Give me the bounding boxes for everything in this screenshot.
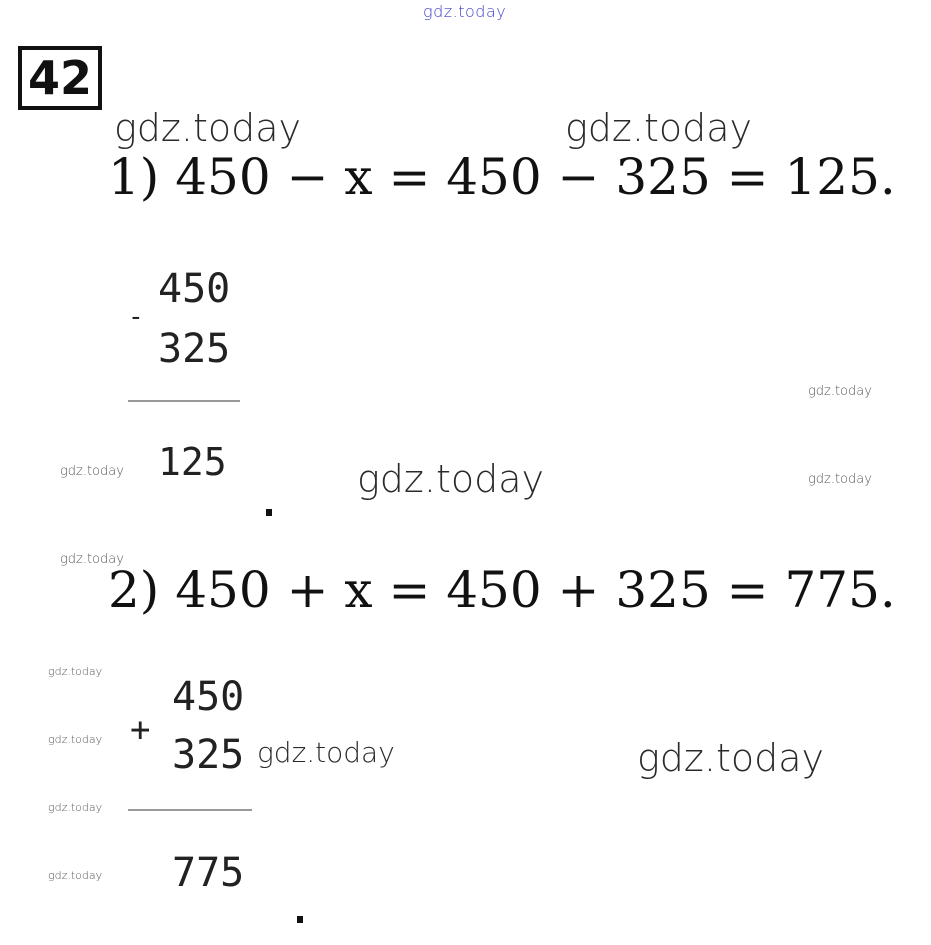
watermark: gdz.today — [257, 736, 395, 769]
watermark: gdz.today — [48, 869, 103, 882]
part1-column-result: 125 — [158, 440, 227, 484]
part2-column-result: 775 — [172, 850, 245, 896]
part1-label: 1) — [108, 148, 160, 206]
watermark: gdz.today — [48, 801, 103, 814]
watermark: gdz.today — [565, 106, 752, 150]
watermark-top: gdz.today — [423, 2, 507, 21]
part2-column-top: 450 — [172, 674, 245, 720]
watermark: gdz.today — [808, 472, 872, 487]
part1-column-rule — [128, 400, 240, 402]
watermark: gdz.today — [357, 457, 544, 501]
equation-part2 — [108, 561, 896, 619]
watermark: gdz.today — [114, 106, 301, 150]
part1-equation: 450 − x = 450 − 325 = 125. — [175, 148, 896, 206]
watermark: gdz.today — [808, 384, 872, 399]
part2-equation: 450 + x = 450 + 325 = 775. — [175, 561, 896, 619]
part2-dot — [297, 916, 303, 923]
equation-part1 — [108, 148, 896, 206]
part2-column-bottom: 325 — [172, 732, 245, 778]
problem-number-badge: 42 — [18, 46, 102, 110]
watermark: gdz.today — [60, 552, 124, 567]
watermark: gdz.today — [48, 733, 103, 746]
part2-column-rule — [128, 809, 252, 811]
watermark: gdz.today — [637, 736, 824, 780]
part1-column-operator: - — [128, 302, 144, 332]
watermark: gdz.today — [48, 665, 103, 678]
part1-column-top: 450 — [158, 266, 231, 312]
part1-dot — [266, 509, 272, 516]
watermark: gdz.today — [60, 464, 124, 479]
part1-column-bottom: 325 — [158, 326, 231, 372]
part2-label: 2) — [108, 561, 160, 619]
part2-column-operator: + — [130, 710, 151, 750]
